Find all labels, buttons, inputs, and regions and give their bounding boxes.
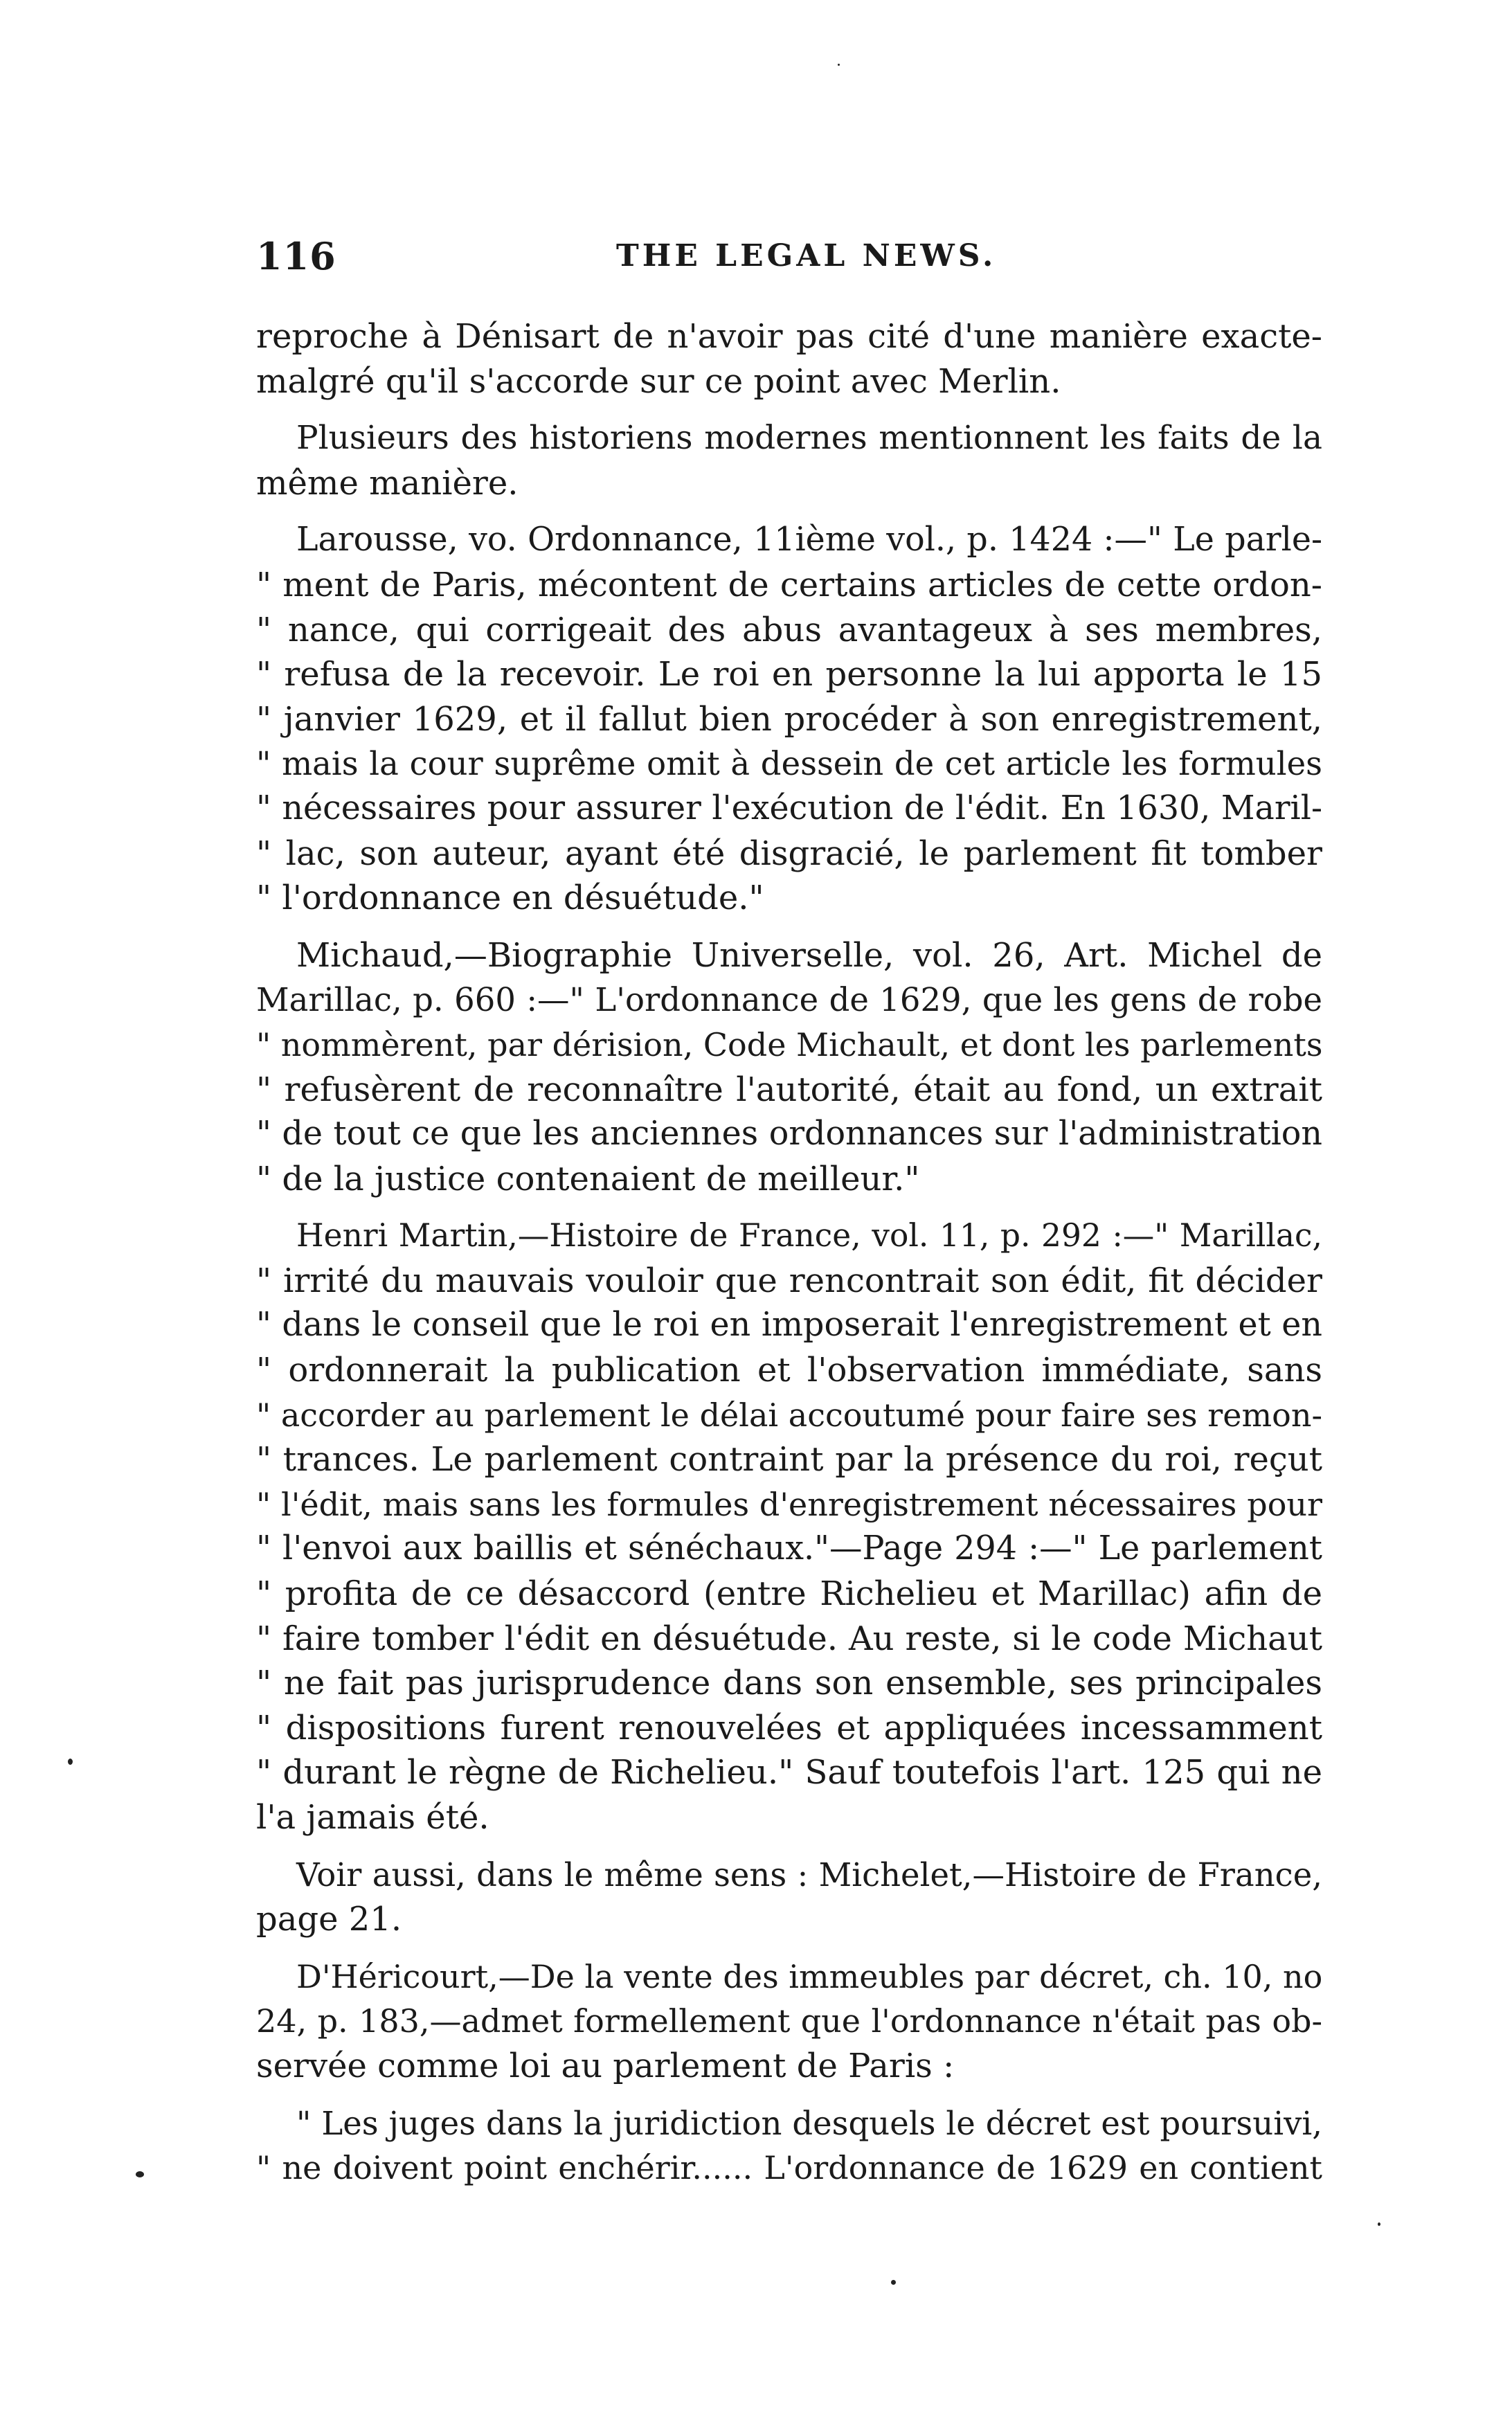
text-line: " durant le règne de Richelieu." Sauf toutefois l'art. 125 qui ne: [256, 1753, 1322, 1792]
text-line: reproche à Dénisart de n'avoir pas cité d'une manière exacte-: [256, 317, 1322, 356]
journal-title: THE LEGAL NEWS.: [616, 238, 997, 273]
text-line: Michaud,—Biographie Universelle, vol. 26, Art. Michel de: [296, 935, 1322, 975]
text-line: " dispositions furent renouvelées et appliquées incessamment: [256, 1708, 1322, 1747]
ink-speck: [891, 2280, 896, 2285]
paragraph: [256, 314, 1322, 404]
ink-speck: [68, 1759, 73, 1765]
ink-speck: [136, 2171, 144, 2177]
text-line: " ordonnerait la publication et l'observation immédiate, sans: [256, 1351, 1322, 1390]
text-line: Marillac, p. 660 :—" L'ordonnance de 1629, que les gens de robe: [256, 981, 1322, 1019]
text-line: " ne doivent point enchérir...... L'ordonnance de 1629 en contient: [256, 2149, 1322, 2187]
text-line: " irrité du mauvais vouloir que rencontrait son édit, fit décider: [256, 1261, 1322, 1300]
text-line: " faire tomber l'édit en désuétude. Au reste, si le code Michaut: [256, 1619, 1322, 1658]
paragraph: [256, 933, 1322, 1202]
text-line: Voir aussi, dans le même sens : Michelet,—Histoire de France,: [296, 1856, 1322, 1894]
text-line: " de tout ce que les anciennes ordonnances sur l'administration: [256, 1115, 1322, 1153]
text-line: " l'édit, mais sans les formules d'enregistrement nécessaires pour: [256, 1485, 1322, 1523]
text-line: servée comme loi au parlement de Paris :: [256, 2046, 955, 2085]
text-line: " profita de ce désaccord (entre Richelieu et Marillac) afin de: [256, 1574, 1322, 1614]
ink-speck: [1378, 2222, 1380, 2226]
ink-speck: [838, 64, 840, 66]
text-line: Henri Martin,—Histoire de France, vol. 11, p. 292 :—" Marillac,: [296, 1217, 1322, 1255]
text-line: page 21.: [256, 1900, 402, 1939]
text-line: Plusieurs des historiens modernes mentionnent les faits de la: [296, 419, 1322, 458]
paragraph: [256, 416, 1322, 505]
text-line: " ment de Paris, mécontent de certains articles de cette ordon-: [256, 565, 1322, 604]
text-line: " ne fait pas jurisprudence dans son ensemble, ses principales: [256, 1664, 1322, 1703]
running-header: [256, 234, 1322, 282]
paragraph: [256, 1955, 1322, 2089]
text-line: " accorder au parlement le délai accoutumé pour faire ses remon-: [256, 1396, 1322, 1434]
text-line: " Les juges dans la juridiction desquels le décret est poursuivi,: [296, 2104, 1322, 2142]
body-text: [256, 314, 1322, 2203]
text-line: " de la justice contenaient de meilleur.": [256, 1159, 920, 1198]
text-line: " nommèrent, par dérision, Code Michault, et dont les parlements: [256, 1025, 1323, 1063]
page-number: 116: [256, 234, 336, 278]
text-line: " mais la cour suprême omit à dessein de cet article les formules: [256, 745, 1322, 783]
text-line: 24, p. 183,—admet formellement que l'ordonnance n'était pas ob-: [256, 2002, 1322, 2040]
text-line: " trances. Le parlement contraint par la présence du roi, reçut: [256, 1440, 1322, 1480]
text-line: " janvier 1629, et il fallut bien procéder à son enregistrement,: [256, 699, 1322, 739]
text-line: " lac, son auteur, ayant été disgracié, le parlement fit tomber: [256, 834, 1322, 873]
paragraph: [256, 518, 1322, 920]
text-line: même manière.: [256, 463, 519, 503]
text-line: malgré qu'il s'accorde sur ce point avec Merlin.: [256, 361, 1061, 401]
text-line: " nécessaires pour assurer l'exécution de l'édit. En 1630, Maril-: [256, 789, 1322, 827]
paragraph: [256, 1214, 1322, 1840]
text-line: " dans le conseil que le roi en imposerait l'enregistrement et en: [256, 1306, 1322, 1345]
paragraph: [256, 1853, 1322, 1942]
text-line: " l'envoi aux baillis et sénéchaux."—Page 294 :—" Le parlement: [256, 1529, 1322, 1568]
text-line: " l'ordonnance en désuétude.": [256, 879, 764, 918]
text-line: D'Héricourt,—De la vente des immeubles par décret, ch. 10, no: [296, 1957, 1323, 1995]
text-line: Larousse, vo. Ordonnance, 11ième vol., p. 1424 :—" Le parle-: [296, 521, 1322, 559]
text-line: l'a jamais été.: [256, 1798, 489, 1837]
text-line: " refusa de la recevoir. Le roi en personne la lui apporta le 15: [256, 655, 1322, 694]
text-line: " nance, qui corrigeait des abus avantageux à ses membres,: [256, 610, 1322, 649]
paragraph: [256, 2101, 1322, 2191]
text-line: " refusèrent de reconnaître l'autorité, était au fond, un extrait: [256, 1070, 1322, 1109]
